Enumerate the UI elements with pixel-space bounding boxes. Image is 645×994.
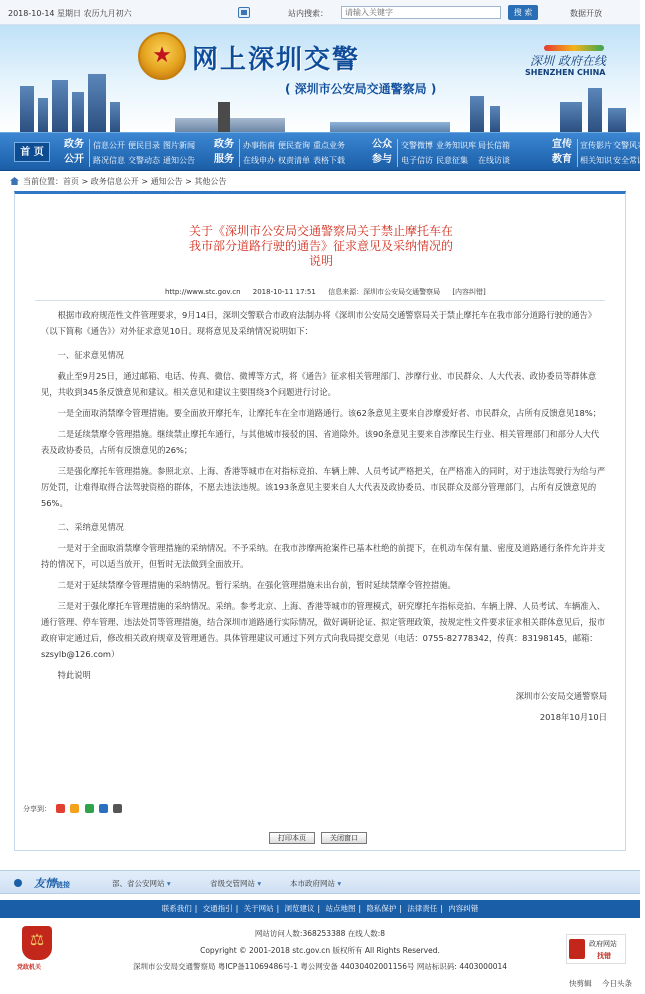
visit-count: 网站访问人数:368253388 在线人数:8: [254, 929, 386, 938]
paragraph: 三是强化摩托车管理措施。参照北京、上海、香港等城市在对指标竞拍、车辆上牌、人员考试严格把关，在严格准入的同时，对于违法驾驶行为给与严厉处罚，让难得取得合法驾驶资格的群体，不愿去违法违规。该193条意见主要来自人大代表及政协委员、市民群众及部分管理部门，占所有反馈意见的56%。: [41, 466, 606, 508]
article-datetime: 2018-10-11 17:51: [252, 288, 316, 296]
paragraph: 截止至9月25日，通过邮箱、电话、传真、微信、微博等方式，将《通告》征求相关管理部门、涉摩行业、市民群众、人大代表、政协委员等群体意见，共收到345条反馈意见和建议。相关意见和建议主要围绕3个问题进行讨论。: [41, 371, 597, 397]
nav-item[interactable]: 业务知识库: [436, 141, 476, 150]
article-meta: [165, 287, 496, 297]
paragraph: 一是全面取消禁摩令管理措施。要全面放开摩托车，让摩托车在全市道路通行。该62条意见主要来自涉摩爱好者、市民群众，占所有反馈意见18%；: [57, 408, 602, 418]
weibo-share-icon[interactable]: [56, 804, 65, 813]
homepage-icon[interactable]: [238, 7, 250, 18]
footer-link[interactable]: 浏览建议: [284, 904, 315, 913]
paragraph: 三是对于强化摩托车管理措施的采纳情况。采纳。参考北京、上海、香港等城市的管理模式，研究摩托车指标竞拍、车辆上牌、人员考试、车辆准入、通行管理、停车管理、违法处罚等管理措施，结合深圳市道路通行实际情况，做好调研论证、拟定管理政策，按规定性文件要求征求相关群体意见后，报市政府审定通过后，修改相关政府规章及管理通告。具体管理建议可通过下列方式向我局提交意见（电话：0755-82778342，传真：83198145，邮箱：szsylb@126.com）: [41, 601, 606, 659]
article-title-line: 关于《深圳市公安局交通警察局关于禁止摩托车在: [188, 224, 453, 238]
nav-item[interactable]: 安全常识: [613, 156, 645, 165]
nav-item[interactable]: 图片新闻: [163, 141, 195, 150]
nav-item[interactable]: 相关知识: [580, 156, 612, 165]
top-bar: [0, 0, 640, 25]
paragraph: 二是对于延续禁摩令管理措施的采纳情况。暂行采纳。在强化管理措施未出台前，暂时延续禁摩令管控措施。: [57, 580, 456, 590]
sign-date: 2018年10月10日: [539, 712, 607, 722]
nav-item[interactable]: 在线访谈: [478, 156, 510, 165]
share-label: 分享到：: [23, 805, 51, 813]
breadcrumb-label: 当前位置：: [23, 177, 63, 186]
badge-caption: 党政机关: [17, 964, 42, 971]
breadcrumb: [10, 174, 630, 190]
shenzhen-logo-text[interactable]: 深圳 政府在线: [530, 54, 606, 68]
shenzhen-logo-icon: [544, 45, 604, 51]
qzone-share-icon[interactable]: [70, 804, 79, 813]
print-button[interactable]: 打印本页: [269, 832, 315, 844]
section-heading: 二、采纳意见情况: [57, 522, 124, 532]
paragraph: 一是对于全面取消禁摩令管理措施的采纳情况。不予采纳。在我市涉摩两抢案件已基本杜绝的前提下，在机动车保有量、密度及道路通行条件允许并支持的情况下，可以适当放开，但暂时无法做到全面放开。: [41, 543, 606, 569]
friendly-links-bar: [0, 870, 640, 894]
footer-link[interactable]: 联系我们: [161, 904, 192, 913]
nav-group-title: 政务 公开: [64, 139, 84, 165]
paragraph: 特此说明: [57, 670, 91, 680]
nav-item[interactable]: 局长信箱: [478, 141, 510, 150]
correction-link[interactable]: [内容纠错]: [452, 288, 486, 296]
search-label: 站内搜索：: [288, 9, 328, 18]
signature: 深圳市公安局交通警察局: [515, 691, 607, 701]
divider: [35, 300, 605, 301]
nav-item[interactable]: 权责清单: [278, 156, 310, 165]
article-source: 信息来源：深圳市公安局交通警察局: [328, 288, 441, 296]
nav-item[interactable]: 交警动态: [128, 156, 160, 165]
footer: [0, 918, 640, 978]
search-input[interactable]: 请输入关键字: [341, 6, 501, 19]
links-dropdown-traffic[interactable]: 省级交管网站 ▾: [210, 878, 261, 889]
nav-item[interactable]: 民意征集: [436, 156, 468, 165]
badge-text: 政府网站: [589, 940, 617, 948]
nav-group-edu: [550, 137, 645, 169]
nav-group-gov-open: [62, 137, 202, 169]
article-title-line: 我市部分道路行驶的通告》征求意见及采纳情况的: [188, 239, 453, 253]
close-window-button[interactable]: 关闭窗口: [321, 832, 367, 844]
wechat-share-icon[interactable]: [85, 804, 94, 813]
article-title-line: 说明: [308, 254, 333, 268]
links-title: 友情链接: [34, 877, 70, 890]
paragraph: 二是延续禁摩令管理措施。继续禁止摩托车通行，与其他城市接驳的国、省道除外。该90条意见主要来自涉摩民生行业、相关管理部门和部分人大代表及政协委员，占所有反馈意见的26%；: [41, 429, 600, 455]
footer-link[interactable]: 关于网站: [243, 904, 274, 913]
footer-link[interactable]: 交通指引: [202, 904, 233, 913]
nav-item[interactable]: 重点业务: [313, 141, 345, 150]
police-emblem-icon: [138, 32, 186, 80]
shenzhen-logo-sub: SHENZHEN CHINA: [525, 68, 606, 77]
nav-group-title: 宣传 教育: [552, 139, 572, 165]
nav-group-public: [370, 137, 520, 169]
main-nav: [0, 132, 645, 171]
breadcrumb-path[interactable]: 首页 > 政务信息公开 > 通知公告 > 其他公告: [63, 177, 227, 186]
footer-link[interactable]: 站点地图: [325, 904, 356, 913]
watermark-text: 快剪辑: [569, 979, 592, 988]
watermark: [561, 978, 632, 989]
data-open-link[interactable]: 数据开放: [570, 9, 602, 18]
site-banner: [0, 25, 640, 132]
badge-text: 找错: [597, 952, 611, 960]
article-panel: [14, 191, 626, 851]
nav-item[interactable]: 通知公告: [163, 156, 195, 165]
footer-link[interactable]: 法律责任: [407, 904, 438, 913]
nav-group-title: 公众 参与: [372, 139, 392, 165]
search-button[interactable]: 搜 索: [508, 5, 538, 20]
site-title: 网上深圳交警: [192, 45, 361, 75]
links-dropdown-gov[interactable]: 本市政府网站 ▾: [290, 878, 341, 889]
site-subtitle: ( 深圳市公安局交通警察局 ): [285, 82, 437, 96]
paragraph: 根据市政府规范性文件管理要求，9月14日，深圳交警联合市政府法制办将《深圳市公安局交通警察局关于禁止摩托车在我市部分道路行驶的通告》（以下简称《通告》）对外征求意见10日。现将意见及采纳情况说明如下：: [41, 310, 597, 336]
nav-item[interactable]: 路况信息: [93, 156, 125, 165]
nav-group-title: 政务 服务: [214, 139, 234, 165]
tencent-share-icon[interactable]: [99, 804, 108, 813]
watermark-text: 今日头条: [602, 979, 632, 988]
article-body: [41, 307, 607, 725]
links-dropdown-police[interactable]: 部、省公安网站 ▾: [112, 878, 171, 889]
footer-link[interactable]: 隐私保护: [366, 904, 397, 913]
copyright: Copyright © 2001-2018 stc.gov.cn 版权所有 All Rights Reserved.: [200, 946, 440, 955]
nav-item[interactable]: 电子信访: [401, 156, 433, 165]
more-share-icon[interactable]: [113, 804, 122, 813]
article-url: http://www.stc.gov.cn: [165, 288, 241, 296]
section-heading: 一、征求意见情况: [57, 350, 124, 360]
nav-item[interactable]: 在线申办: [243, 156, 275, 165]
nav-home[interactable]: 首 页: [14, 142, 50, 162]
share-bar: [23, 804, 122, 814]
nav-item[interactable]: 交警风采: [613, 141, 645, 150]
nav-group-gov-service: [212, 137, 352, 169]
nav-item[interactable]: 交警微博: [401, 141, 433, 150]
nav-item[interactable]: 宣传影片: [580, 141, 612, 150]
nav-item[interactable]: 便民目录: [128, 141, 160, 150]
date-text: 2018-10-14 星期日 农历九月初六: [8, 9, 132, 18]
gov-site-icon: [569, 939, 585, 959]
links-bullet-icon: [14, 879, 22, 887]
nav-item[interactable]: 便民查询: [278, 141, 310, 150]
nav-item[interactable]: 信息公开: [93, 141, 125, 150]
footer-nav: 联系我们 | 交通指引 | 关于网站 | 浏览建议 | 站点地图 | 隐私保护 | 法律责任 | 内容纠错: [0, 900, 640, 918]
org-info: 深圳市公安局交通警察局 粤ICP备11069486号-1 粤公网安备 44030402001156号 网站标识码: 4403000014: [132, 962, 508, 971]
home-icon: [10, 177, 19, 185]
gov-site-error-badge[interactable]: [566, 934, 626, 964]
footer-link[interactable]: 内容纠错: [448, 904, 479, 913]
nav-item[interactable]: 办事指南: [243, 141, 275, 150]
nav-item[interactable]: 表格下载: [313, 156, 345, 165]
